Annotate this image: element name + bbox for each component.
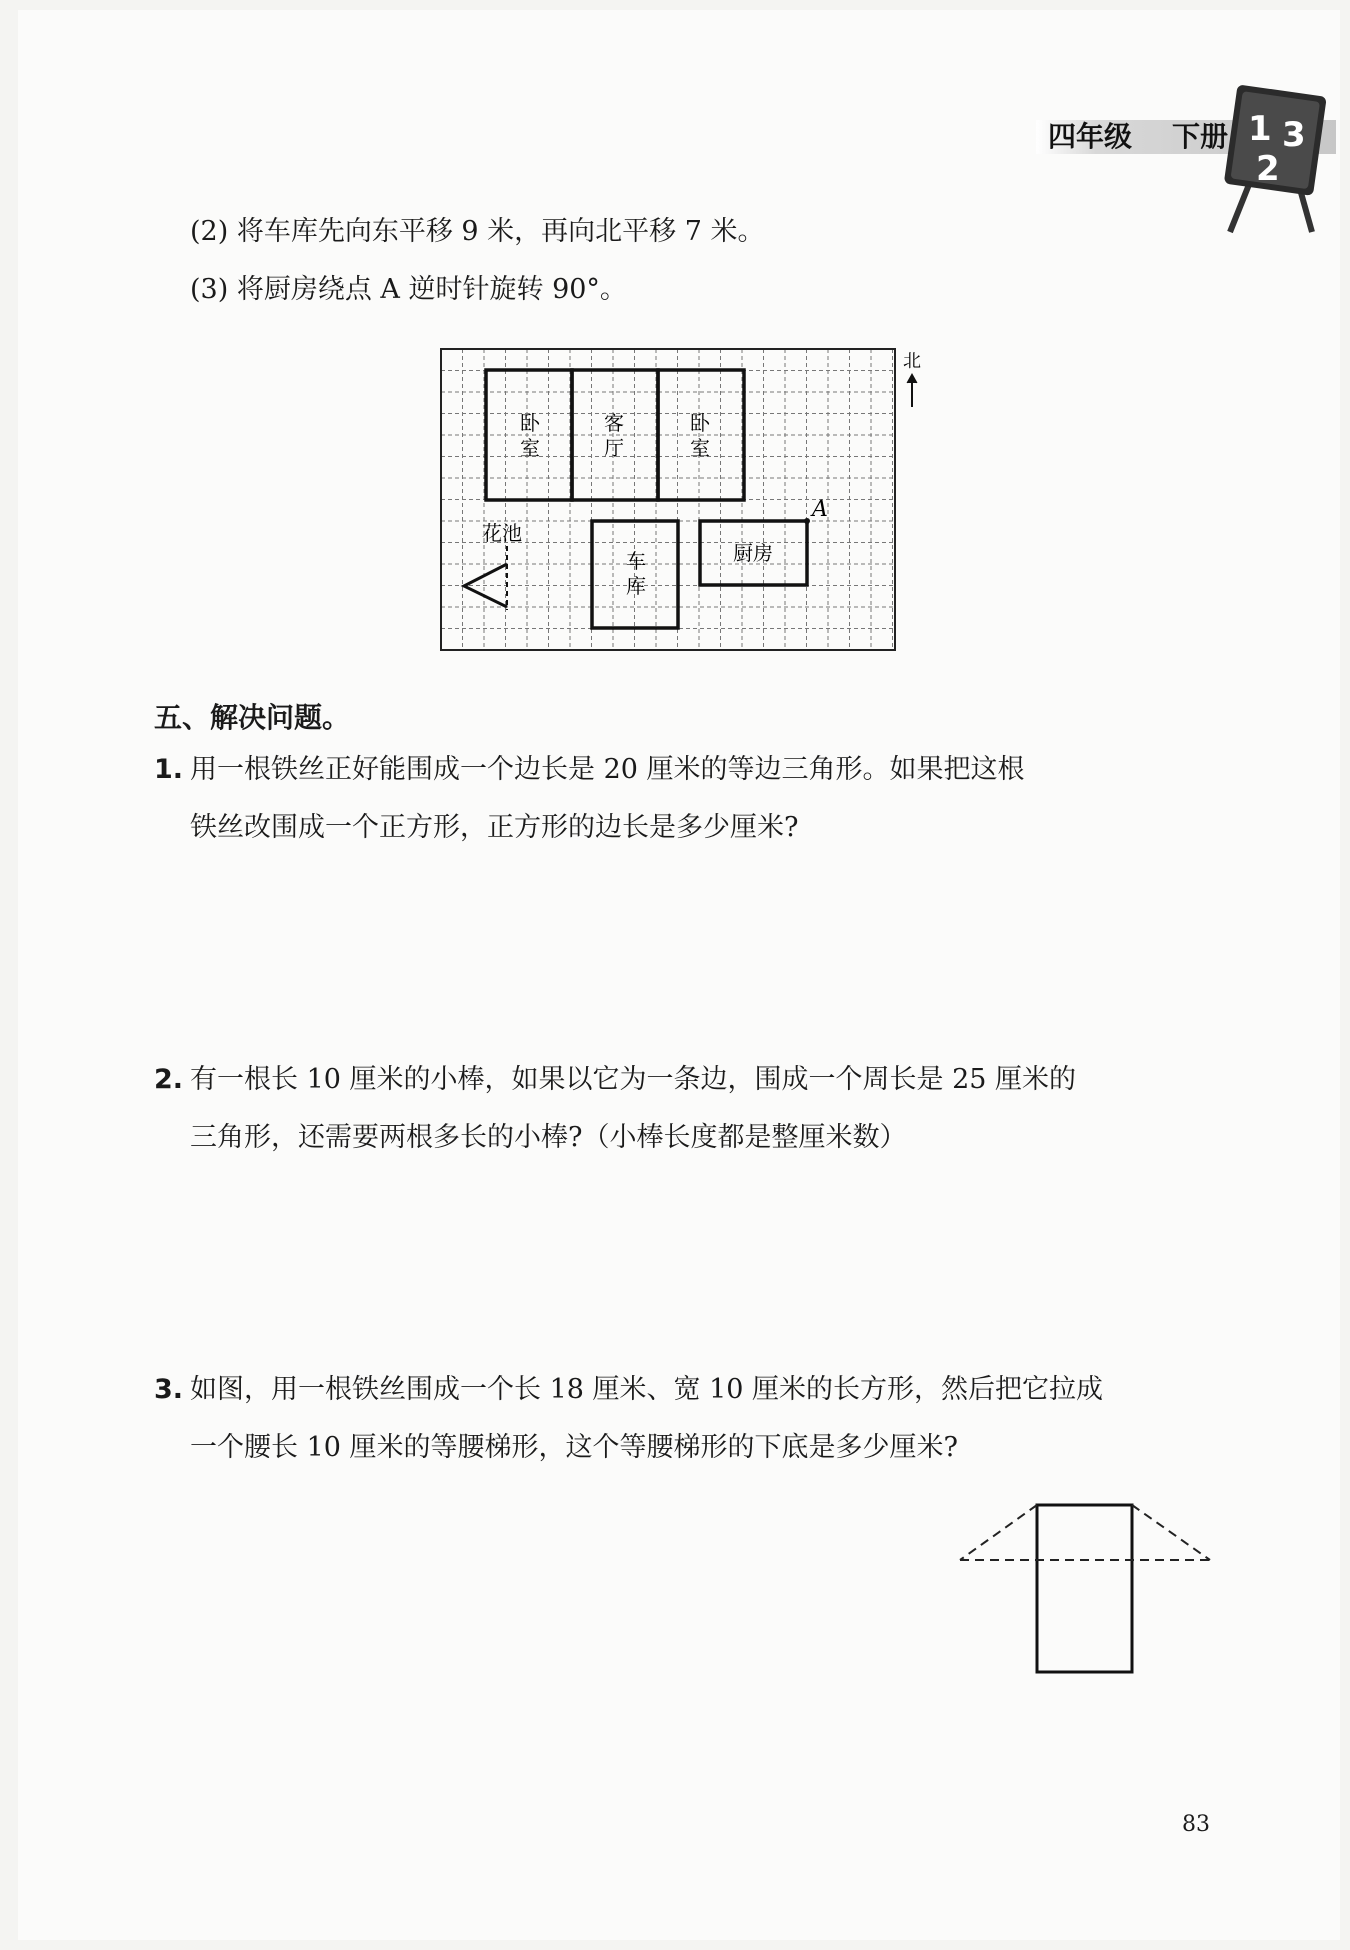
item-3-text: (3) 将厨房绕点 A 逆时针旋转 90°。 — [190, 274, 627, 305]
q3-line2: 一个腰长 10 厘米的等腰梯形，这个等腰梯形的下底是多少厘米? — [190, 1432, 958, 1463]
garage-label-1: 车 — [626, 549, 646, 573]
page-number: 83 — [1182, 1812, 1210, 1837]
volume-label: 下册 — [1172, 120, 1229, 153]
pond-label: 花池 — [482, 521, 522, 545]
living-room-label-1: 客 — [604, 411, 624, 435]
grade-label: 四年级 — [1048, 120, 1133, 153]
board-digit-2: 2 — [1256, 149, 1280, 189]
rectangle-shape — [1037, 1505, 1132, 1672]
bedroom-right-label-2: 室 — [690, 436, 710, 460]
q3-number: 3. — [154, 1374, 184, 1405]
trapezoid-right-leg — [1132, 1505, 1210, 1560]
q3-line1: 如图，用一根铁丝围成一个长 18 厘米、宽 10 厘米的长方形，然后把它拉成 — [190, 1374, 1104, 1405]
q2-line2: 三角形，还需要两根多长的小棒?（小棒长度都是整厘米数） — [190, 1122, 907, 1153]
north-label: 北 — [903, 351, 921, 372]
garage-label-2: 库 — [626, 574, 646, 598]
bedroom-left-label-2: 室 — [520, 436, 540, 460]
kitchen-label: 厨房 — [733, 541, 773, 565]
bedroom-right-label-1: 卧 — [690, 411, 710, 435]
board-digit-3: 3 — [1282, 115, 1306, 155]
item-2-text: (2) 将车库先向东平移 9 米，再向北平移 7 米。 — [190, 216, 765, 247]
q1-line1: 用一根铁丝正好能围成一个边长是 20 厘米的等边三角形。如果把这根 — [190, 754, 1025, 785]
q2-number: 2. — [154, 1064, 184, 1095]
bedroom-left-label-1: 卧 — [520, 411, 540, 435]
q1-line2: 铁丝改围成一个正方形，正方形的边长是多少厘米? — [190, 812, 799, 843]
q1-number: 1. — [154, 754, 184, 785]
q2-line1: 有一根长 10 厘米的小棒，如果以它为一条边，围成一个周长是 25 厘米的 — [190, 1064, 1077, 1095]
board-digit-1: 1 — [1248, 109, 1272, 149]
section-heading: 五、解决问题。 — [154, 701, 351, 734]
living-room-label-2: 厅 — [604, 436, 624, 460]
trapezoid-left-leg — [960, 1505, 1037, 1560]
point-a-label: A — [812, 497, 828, 522]
